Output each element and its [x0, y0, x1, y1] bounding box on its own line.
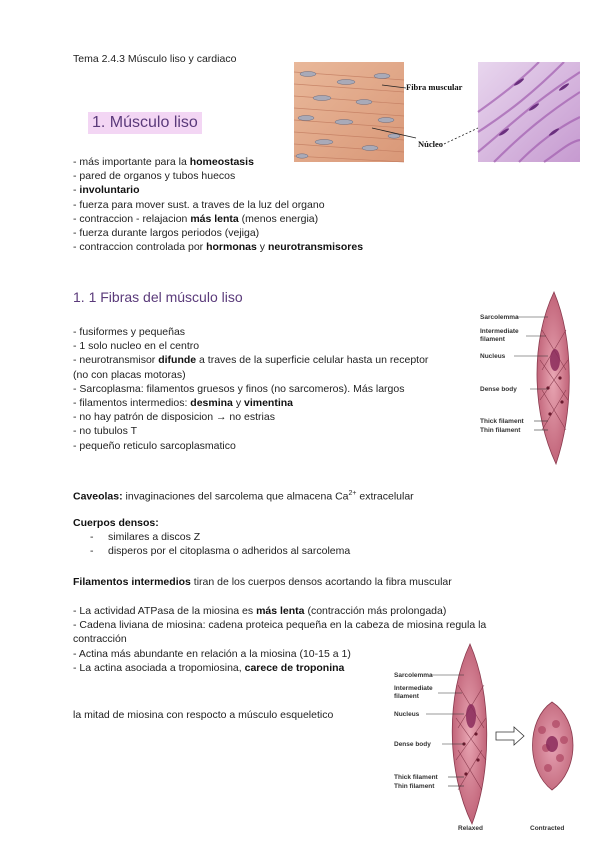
diag2-label-intermediate: Intermediate — [394, 685, 433, 692]
diag2-label-sarcolemma: Sarcolemma — [394, 672, 433, 679]
arrow-icon — [496, 727, 524, 745]
bullet-homeostasis: - más importante para la homeostasis — [73, 156, 254, 168]
section1-heading: 1. Músculo liso — [88, 112, 202, 134]
contraction-diagram — [390, 640, 590, 836]
bullet-nucleus: - 1 solo nucleo en el centro — [73, 340, 200, 353]
diag1-label-thin: Thin filament — [480, 427, 521, 434]
mitad-line: la mitad de miosina con respocto a músculo esqueletico — [73, 709, 334, 721]
bullet-filaments: - filamentos intermedios: desmina y vimentina — [73, 397, 294, 410]
bullet-organs: - pared de organos y tubos huecos — [73, 170, 236, 183]
bullet-tropo: - La actina asociada a tropomiosina, carece de troponina — [73, 661, 345, 674]
bullet-neuro: - neurotransmisor difunde a traves de la superficie celular hasta un receptor — [73, 354, 429, 367]
smooth-muscle-micrograph — [294, 62, 580, 166]
filamentos-line: Filamentos intermedios tiran de los cuerpos densos acortando la fibra muscular — [73, 576, 452, 588]
cuerpos-heading: Cuerpos densos: — [73, 517, 159, 529]
label-nucleus: Núcleo — [418, 139, 444, 149]
section1-bullets — [73, 155, 363, 254]
label-fiber: Fibra muscular — [406, 82, 463, 92]
bullet-cadena-cont: contracción — [73, 633, 127, 646]
diag1-label-dense-body: Dense body — [480, 386, 517, 393]
bullet-involuntary: - involuntario — [73, 184, 140, 197]
bullet-cadena: - Cadena liviana de miosina: cadena proteica pequeña en la cabeza de miosina regula la — [73, 619, 487, 632]
smooth-muscle-fiber-illustration — [476, 290, 586, 466]
relaxed-contracted-illustration — [390, 640, 590, 836]
diag1-label-nucleus: Nucleus — [480, 353, 506, 360]
caveolas-line: Caveolas: invaginaciones del sarcolema que almacena $Ca^{2+}$ extracelular — [73, 490, 414, 503]
label-relaxed: Relaxed — [458, 825, 483, 832]
cuerpos-item: - disperos por el citoplasma o adheridos al sarcolema — [90, 545, 351, 558]
bullet-atpasa: - La actividad ATPasa de la miosina es más lenta (contracción más prolongada) — [73, 605, 447, 617]
diag2-label-dense-body: Dense body — [394, 741, 431, 748]
bullet-fusiform: - fusiformes y pequeñas — [73, 326, 186, 338]
label-contracted: Contracted — [530, 825, 565, 832]
bullet-neuro-cont: (no con placas motoras) — [73, 368, 186, 381]
diag1-label-intermediate: Intermediate — [480, 328, 519, 335]
section2-bullets — [73, 325, 428, 453]
bullet-sarcoplasma: - Sarcoplasma: filamentos gruesos y finos (no sarcomeros). Más largos — [73, 382, 405, 395]
diag2-label-thick: Thick filament — [394, 774, 438, 781]
doc-title: Tema 2.4.3 Músculo liso y cardiaco — [73, 53, 237, 65]
bullet-long-periods: - fuerza durante largos periodos (vejiga) — [73, 227, 260, 240]
bullet-actina: - Actina más abundante en relación a la miosina (10-15 a 1) — [73, 647, 351, 660]
diag1-label-thick: Thick filament — [480, 418, 524, 425]
diag2-label-nucleus: Nucleus — [394, 711, 420, 718]
bullet-contraction: - contraccion - relajacion más lenta (menos energia) — [73, 212, 319, 225]
section2-heading: 1. 1 Fibras del músculo liso — [73, 289, 243, 305]
diag2-label-thin: Thin filament — [394, 783, 435, 790]
diag1-label-sarcolemma: Sarcolemma — [480, 314, 519, 321]
bullet-controlled: - contraccion controlada por hormonas y neurotransmisores — [73, 241, 364, 254]
diag2-label-filament: filament — [394, 693, 419, 700]
bullet-force: - fuerza para mover sust. a traves de la luz del organo — [73, 198, 325, 211]
bullet-reticulum: - pequeño reticulo sarcoplasmatico — [73, 439, 236, 452]
diag1-label-filament: filament — [480, 336, 505, 343]
fiber-diagram — [476, 290, 586, 466]
micrograph-figure — [294, 62, 580, 166]
cuerpos-item: - similares a discos Z — [90, 531, 201, 543]
cuerpos-list — [90, 530, 350, 558]
bullet-no-tubules: - no tubulos T — [73, 425, 138, 438]
bullet-no-pattern: - no hay patrón de disposicion → no estrias — [73, 411, 275, 424]
